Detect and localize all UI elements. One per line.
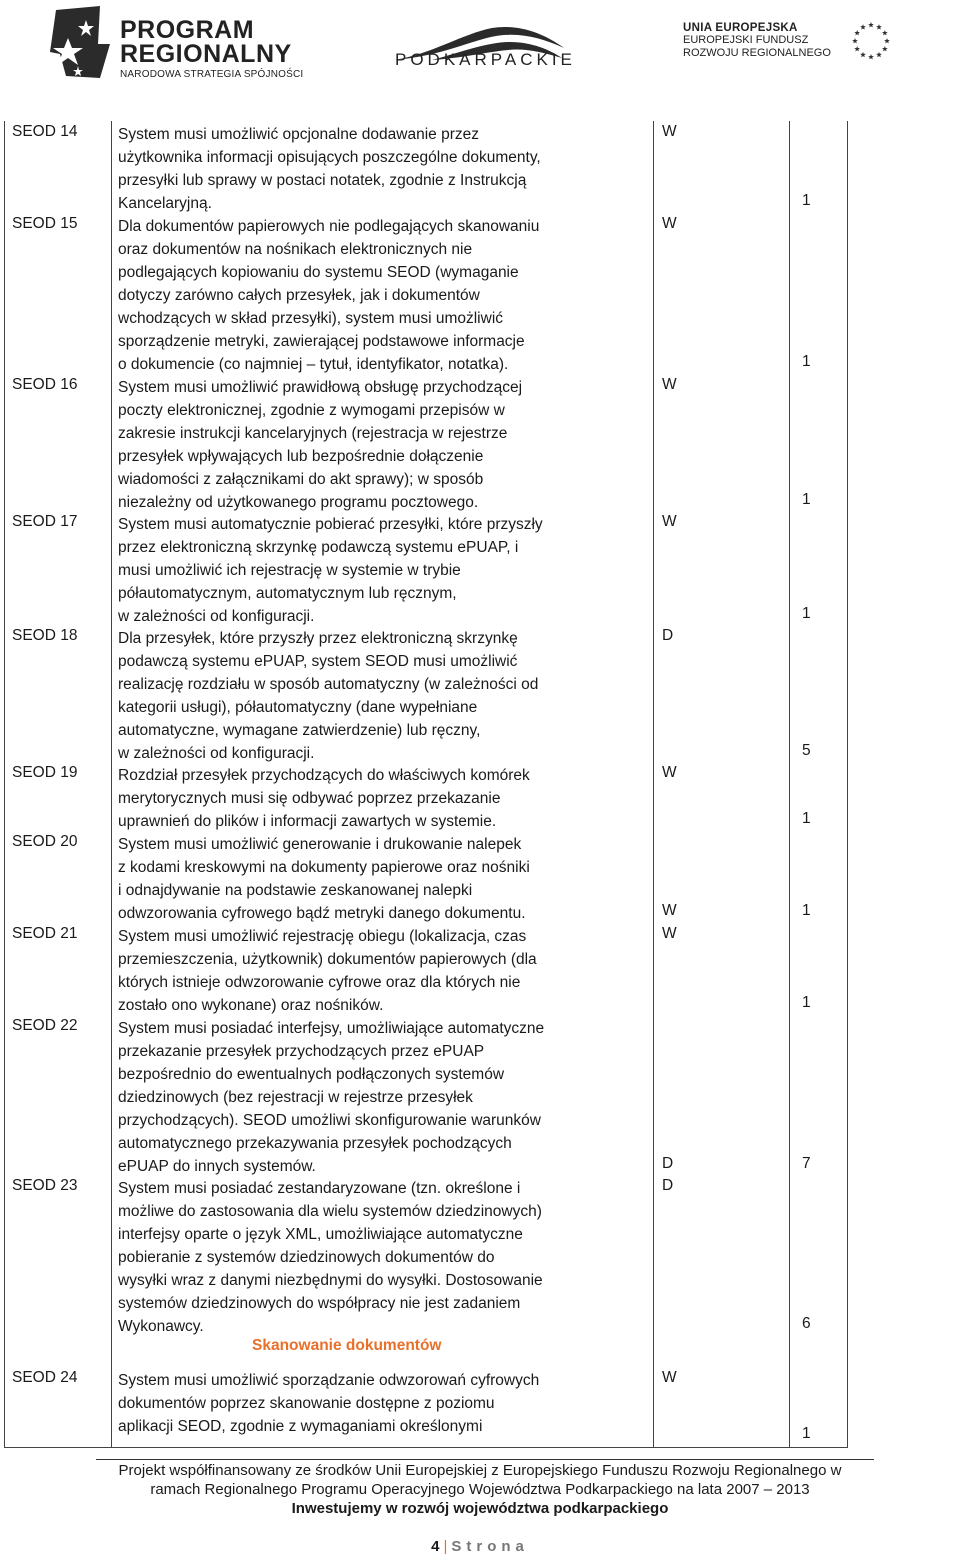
req-priority: 1 (802, 810, 811, 827)
eu-line3: ROZWOJU REGIONALNEGO (683, 47, 831, 59)
req-id: SEOD 19 (12, 764, 78, 781)
req-id: SEOD 18 (12, 627, 78, 644)
req-priority: 5 (802, 742, 811, 759)
req-description: Rozdział przesyłek przychodzących do właściwych komórek merytorycznych musi się odbywać poprzez przekazanie uprawnień do plików i informacji zawartych w systemie. (118, 767, 530, 830)
req-id: SEOD 20 (12, 833, 78, 850)
program-line2: REGIONALNY (120, 40, 292, 68)
req-type: W (662, 764, 677, 781)
section-heading: Skanowanie dokumentów (252, 1337, 442, 1354)
req-priority: 6 (802, 1315, 811, 1332)
req-description: System musi posiadać interfejsy, umożliwiające automatyczne przekazanie przesyłek przychodzących przez ePUAP bezpośrednio do ewentualnych podłączonych systemów dziedzinowych (bez rejestracji w rejestrze przesyłek przychodzących). SEOD umożliwi skonfigurowanie warunków automatycznego przekazywania przesyłek pochodzących ePUAP do innych systemów. (118, 1020, 545, 1175)
req-type: W (662, 376, 677, 393)
req-priority: 1 (802, 192, 811, 209)
eu-flag-icon (836, 16, 906, 66)
footer-line3: Inwestujemy w rozwój województwa podkarpackiego (291, 1500, 669, 1517)
page-header (0, 0, 960, 90)
program-regionalny-logo-icon (48, 4, 118, 84)
req-type: W (662, 513, 677, 530)
req-id: SEOD 17 (12, 513, 78, 530)
req-description: System musi umożliwić prawidłową obsługę przychodzącej poczty elektronicznej, zgodnie z wymogami przepisów w zakresie instrukcji kancelaryjnych (rejestracja w rejestrze przesyłek wpływających lub bezpośrednie dołączenie wiadomości z załącznikami do akt sprawy); w sposób niezależny od użytkowanego programu pocztowego. (118, 379, 523, 511)
req-description: System musi umożliwić generowanie i drukowanie nalepek z kodami kreskowymi na dokumenty papierowe oraz nośniki i odnajdywanie na podstawie zeskanowanej nalepki odwzorowania cyfrowego bądź metryki danego dokumentu. (118, 836, 530, 922)
req-id: SEOD 23 (12, 1177, 78, 1194)
req-description: Dla dokumentów papierowych nie podlegających skanowaniu oraz dokumentów na nośnikach elektronicznych nie podlegających kopiowaniu do systemu SEOD (wymaganie dotyczy zarówno całych przesyłek, jak i dokumentów wchodzących w skład przesyłki), system musi umożliwić sporządzenie metryki, zawierającej podstawowe informacje o dokumencie (co najmniej – tytuł, identyfikator, notatka). (118, 218, 540, 373)
page-separator: | (443, 1538, 448, 1555)
page-number (0, 1538, 960, 1555)
page-word: Strona (451, 1538, 529, 1555)
req-type: W (662, 1369, 677, 1386)
req-description: Dla przesyłek, które przyszły przez elektroniczną skrzynkę podawczą systemu ePUAP, system SEOD musi umożliwić realizację rozdziału w sposób automatyczny (w zależności od kategorii usługi), półautomatyczny (dane wypełniane automatyczne, wymagane zatwierdzenie) lub ręczny, w zależności od konfiguracji. (118, 630, 539, 762)
req-id: SEOD 16 (12, 376, 78, 393)
page-number-value: 4 (431, 1538, 440, 1555)
table-border-bottom (4, 1447, 848, 1448)
req-id: SEOD 24 (12, 1369, 78, 1386)
req-description: System musi umożliwić sporządzanie odwzorowań cyfrowych dokumentów poprzez skanowanie dostępne z poziomu aplikacji SEOD, zgodnie z wymaganiami określonymi (118, 1372, 540, 1435)
table-border-right (847, 121, 848, 1448)
req-id: SEOD 22 (12, 1017, 78, 1034)
req-id: SEOD 14 (12, 123, 78, 140)
req-type: D (662, 627, 674, 644)
req-priority: 1 (802, 605, 811, 622)
req-type: W (662, 925, 677, 942)
footer-divider (96, 1459, 874, 1460)
podkarpackie-wordmark: PODKARPACKIE (395, 50, 576, 69)
table-border-left (4, 121, 5, 1448)
req-description: System musi posiadać zestandaryzowane (tzn. określone i możliwe do zastosowania dla wielu systemów dziedzinowych) interfejsy oparte o język XML, umożliwiające automatyczne pobieranie z systemów dziedzinowych dokumentów do wysyłki wraz z danymi niezbędnymi do wysyłki. Dostosowanie systemów dziedzinowych do współpracy nie jest zadaniem Wykonawcy. (118, 1180, 543, 1335)
req-id: SEOD 15 (12, 215, 78, 232)
req-type: D (662, 1155, 674, 1172)
req-description: System musi automatycznie pobierać przesyłki, które przyszły przez elektroniczną skrzynkę podawczą systemu ePUAP, i musi umożliwić ich rejestrację w systemie w trybie półautomatycznym, automatycznym lub ręcznym, w zależności od konfiguracji. (118, 516, 543, 625)
req-priority: 7 (802, 1155, 811, 1172)
req-id: SEOD 21 (12, 925, 78, 942)
req-priority: 1 (802, 491, 811, 508)
req-priority: 1 (802, 902, 811, 919)
req-type: W (662, 123, 677, 140)
table-border-col1 (111, 121, 112, 1448)
req-type: D (662, 1177, 674, 1194)
req-type: W (662, 902, 677, 919)
req-description: System musi umożliwić rejestrację obiegu (lokalizacja, czas przemieszczenia, użytkownik) dokumentów papierowych (dla których istnieje odwzorowanie cyfrowe oraz dla których nie zostało ono wykonane) oraz nośników. (118, 928, 537, 1014)
req-priority: 1 (802, 1425, 811, 1442)
eu-line1: UNIA EUROPEJSKA (683, 22, 798, 34)
table-border-col3 (789, 121, 790, 1448)
req-priority: 1 (802, 353, 811, 370)
req-priority: 1 (802, 994, 811, 1011)
table-border-col2 (653, 121, 654, 1448)
program-line1: PROGRAM (120, 16, 255, 44)
eu-line2: EUROPEJSKI FUNDUSZ (683, 34, 809, 46)
program-line3: NARODOWA STRATEGIA SPÓJNOŚCI (120, 69, 304, 80)
footer-line2: ramach Regionalnego Programu Operacyjnego Województwa Podkarpackiego na lata 2007 – 2013 (150, 1481, 810, 1498)
req-type: W (662, 215, 677, 232)
footer-line1: Projekt współfinansowany ze środków Unii Europejskiej z Europejskiego Funduszu Rozwoju Regionalnego w (118, 1462, 842, 1479)
eu-wordmark (683, 22, 831, 60)
req-description: System musi umożliwić opcjonalne dodawanie przez użytkownika informacji opisujących poszczególne dokumenty, przesyłki lub sprawy w postaci notatek, zgodnie z Instrukcją Kancelaryjną. (118, 126, 541, 212)
program-regionalny-wordmark (120, 18, 303, 80)
